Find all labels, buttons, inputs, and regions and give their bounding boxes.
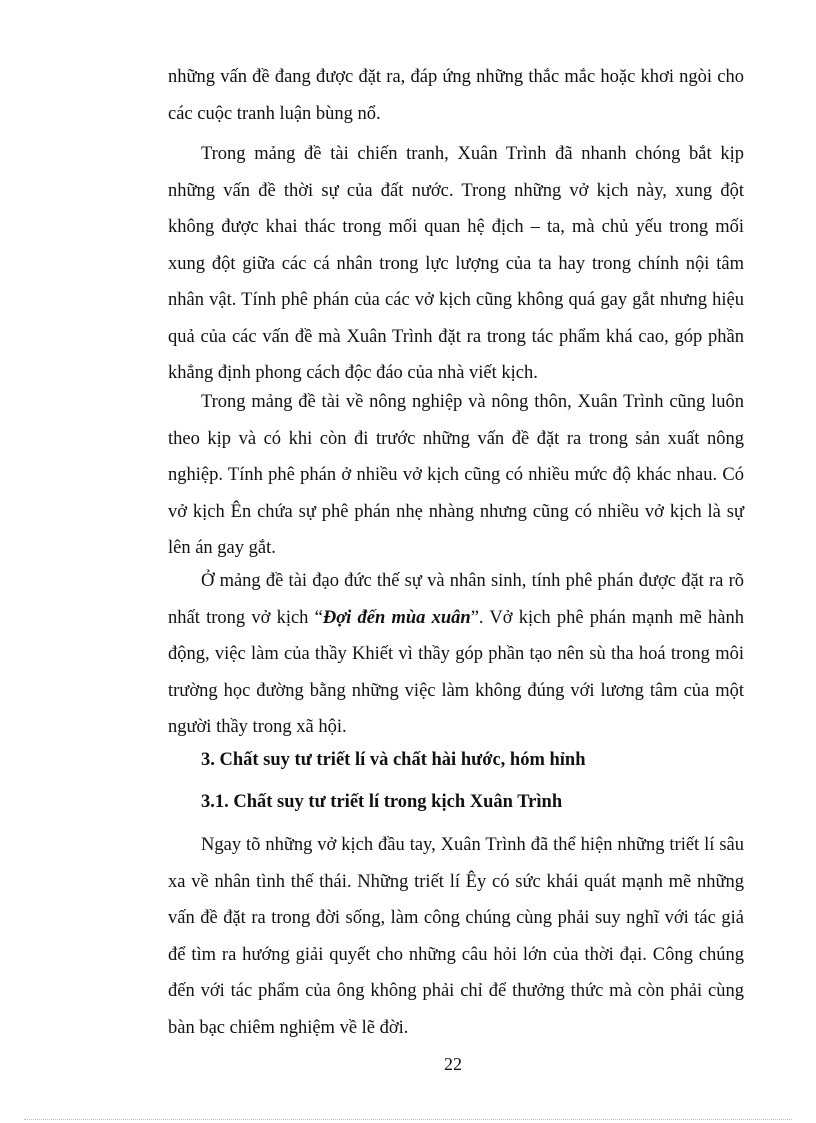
body-text-2 (168, 136, 744, 392)
paragraph-ethics-theme (168, 563, 744, 746)
paragraph-agriculture-theme: Trong mảng đề tài về nông nghiệp và nông thôn, Xuân Trình cũng luôn theo kịp và có khi còn đi trước những vấn đề đặt ra trong sản xuất nông nghiệp. Tính phê phán ở nhiều vở kịch cũng có nhiều mức độ khác nhau. Có vở kịch Ên chứa sự phê phán nhẹ nhàng nhưng cũng có nhiều vở kịch là sự lên án gay gắt. (168, 392, 744, 558)
page-number: 22 (444, 1054, 462, 1074)
paragraph-ethics-text-before: Ở mảng đề tài đạo đức thế sự và nhân sinh, tính phê phán được đặt ra rõ nhất trong vở kịch “ (168, 571, 744, 628)
section-heading-3-1: 3.1. Chất suy tư triết lí trong kịch Xuân Trình (201, 792, 563, 812)
body-text-4 (168, 563, 744, 746)
paragraph-war-theme: Trong mảng đề tài chiến tranh, Xuân Trình đã nhanh chóng bắt kịp những vấn đề thời sự của đất nước. Trong những vở kịch này, xung đột không được khai thác trong mối quan hệ địch – ta, mà chủ yếu trong mối xung đột giữa các cá nhân trong lực lượng của ta hay trong chính nội tâm nhân vật. Tính phê phán của các vở kịch cũng không quá gay gắt nhưng hiệu quả của các vấn đề mà Xuân Trình đặt ra trong tác phẩm khá cao, góp phần khẳng định phong cách độc đáo của nhà viết kịch. (168, 144, 744, 383)
paragraph-ethics-text-after: ”. Vở kịch phê phán mạnh mẽ hành động, việc làm của thầy Khiết vì thầy góp phần tạo nên sù tha hoá trong môi trường học đường bằng những việc làm không đúng với lương tâm của một người thầy trong xã hội. (168, 607, 745, 737)
section-heading-block (168, 742, 744, 779)
body-text (168, 59, 744, 132)
footer-divider (24, 1119, 792, 1120)
paragraph-philosophy: Ngay tõ những vở kịch đầu tay, Xuân Trình đã thể hiện những triết lí sâu xa về nhân tình thế thái. Những triết lí Êy có sức khái quát mạnh mẽ những vấn đề đặt ra trong đời sống, làm công chúng cùng phải suy nghĩ với tác giả để tìm ra hướng giải quyết cho những câu hỏi lớn của thời đại. Công chúng đến với tác phẩm của ông không phải chỉ để thưởng thức mà còn phải cùng bàn bạc chiêm nghiệm về lẽ đời. (168, 835, 744, 1038)
subsection-heading-block (168, 784, 744, 821)
play-title: Đợi đến mùa xuân (322, 607, 471, 628)
paragraph-continuation: những vấn đề đang được đặt ra, đáp ứng những thắc mắc hoặc khơi ngòi cho các cuộc tranh luận bùng nổ. (168, 67, 744, 124)
body-text-3 (168, 384, 744, 567)
body-text-5 (168, 827, 744, 1046)
section-heading-3: 3. Chất suy tư triết lí và chất hài hước, hóm hỉnh (201, 750, 586, 770)
